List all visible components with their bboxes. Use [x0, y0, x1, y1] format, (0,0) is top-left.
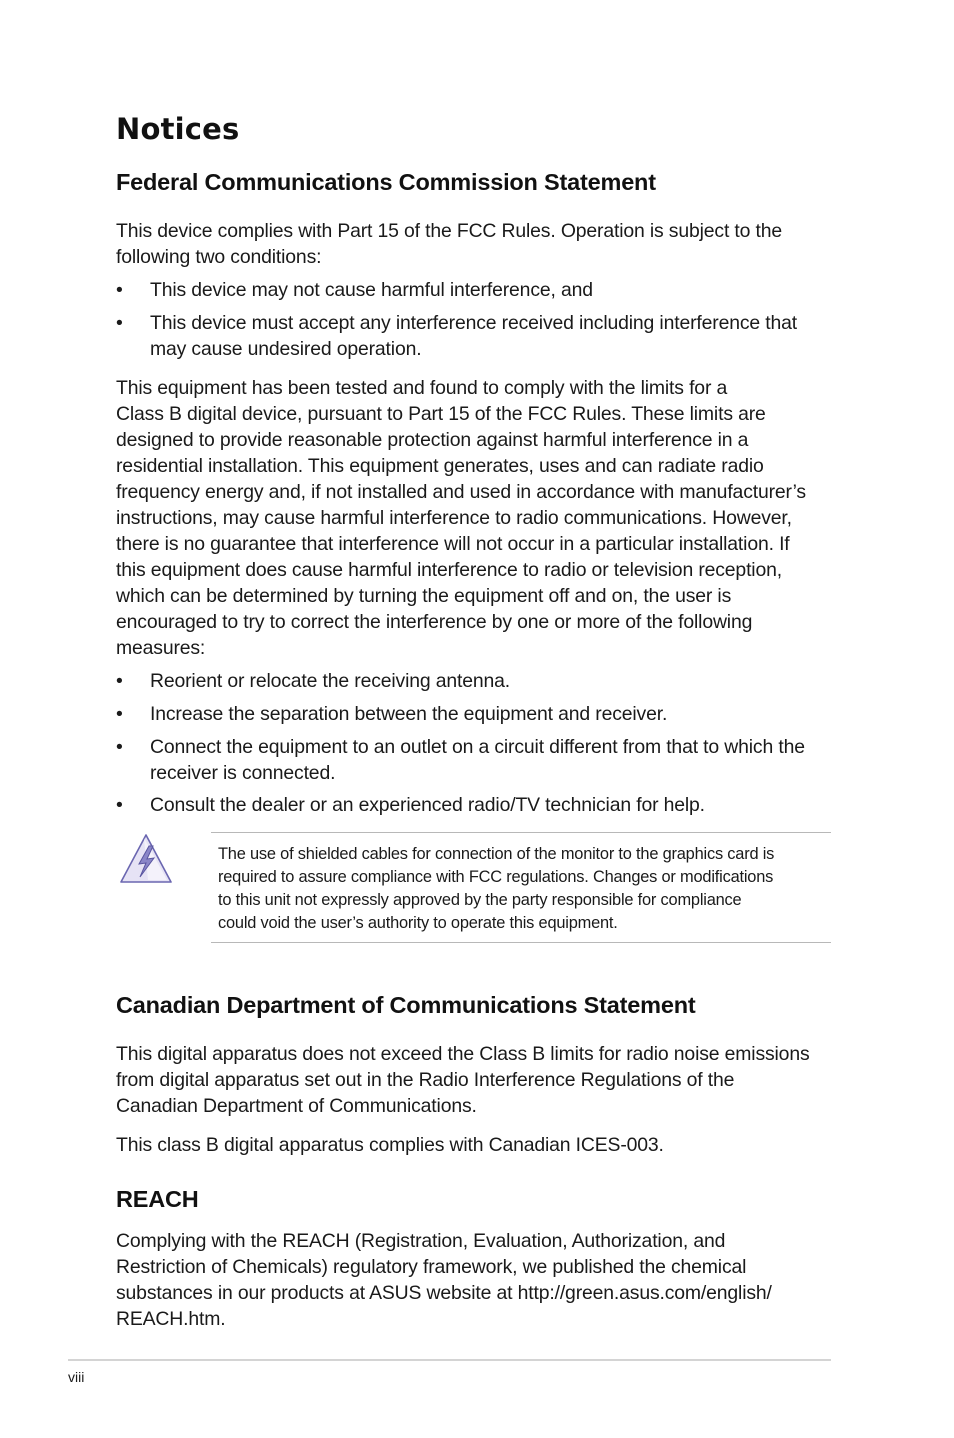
list-item: [116, 701, 832, 727]
measure-text: Consult the dealer or an experienced radio/TV technician for help.: [150, 794, 705, 816]
bullet: •: [116, 736, 123, 758]
fcc-heading: Federal Communications Commission Statement: [116, 169, 656, 195]
canada-paragraph-1: This digital apparatus does not exceed the Class B limits for radio noise emissions from digital apparatus set out in the Radio Interference Regulations of the Canadian Department of Communications.: [116, 1043, 810, 1117]
footer-rule: [68, 1359, 831, 1361]
measure-text: Reorient or relocate the receiving antenna.: [150, 670, 511, 692]
canada-paragraph-2: This class B digital apparatus complies with Canadian ICES-003.: [116, 1134, 664, 1156]
measure-text: Increase the separation between the equipment and receiver.: [150, 703, 668, 725]
list-item: [116, 310, 832, 362]
bullet: •: [116, 703, 123, 725]
list-item: [116, 792, 832, 818]
fcc-note-text: The use of shielded cables for connection of the monitor to the graphics card is required to assure compliance with FCC regulations. Changes or modifications to this unit not expressly approved by the party responsible for compliance could void the user’s authority to operate this equipment.: [218, 845, 775, 932]
list-item: [116, 277, 832, 303]
bullet: •: [116, 279, 123, 301]
reach-paragraph-block: [116, 1228, 832, 1332]
bullet: •: [116, 312, 123, 334]
condition-text: This device may not cause harmful interference, and: [150, 279, 593, 301]
canada-heading: Canadian Department of Communications Statement: [116, 992, 696, 1018]
measure-2: [116, 701, 832, 727]
list-item: [116, 734, 832, 786]
lightning-warning-icon: [118, 832, 174, 886]
fcc-conditions-list: [116, 277, 832, 303]
list-item: [116, 668, 832, 694]
measure-1: [116, 668, 832, 694]
page-number: viii: [68, 1369, 85, 1385]
measure-3: [116, 734, 832, 786]
condition-text: This device must accept any interference received including interference that may cause undesired operation.: [150, 312, 798, 360]
reach-paragraph: Complying with the REACH (Registration, Evaluation, Authorization, and Restriction of Chemicals) regulatory framework, we published the chemical substances in our products at ASUS website at http://green.asus.com/english/ REACH.htm.: [116, 1230, 772, 1330]
fcc-note-box: [211, 832, 831, 943]
bullet: •: [116, 794, 123, 816]
fcc-intro: This device complies with Part 15 of the FCC Rules. Operation is subject to the following two conditions:: [116, 220, 783, 268]
measure-text: Connect the equipment to an outlet on a circuit different from that to which the receiver is connected.: [150, 736, 805, 784]
measure-4: [116, 792, 832, 818]
page-title: Notices: [116, 112, 240, 146]
fcc-conditions-list-2: [116, 310, 832, 362]
fcc-paragraph-block: [116, 375, 832, 661]
fcc-paragraph: This equipment has been tested and found to comply with the limits for a Class B digital device, pursuant to Part 15 of the FCC Rules. These limits are designed to provide reasonable protection against harmful interference in a residential installation. This equipment generates, uses and can radiate radio frequency energy and, if not installed and used in accordance with manufacturer’s instructions, may cause harmful interference to radio communications. However, there is no guarantee that interference will not occur in a particular installation. If this equipment does cause harmful interference to radio or television reception, which can be determined by turning the equipment off and on, the user is encouraged to try to correct the interference by one or more of the following measures:: [116, 377, 806, 659]
canada-paragraph-block: [116, 1041, 832, 1119]
fcc-intro-block: [116, 218, 832, 270]
canada-paragraph-block-2: [116, 1132, 832, 1158]
reach-heading: REACH: [116, 1186, 199, 1212]
bullet: •: [116, 670, 123, 692]
